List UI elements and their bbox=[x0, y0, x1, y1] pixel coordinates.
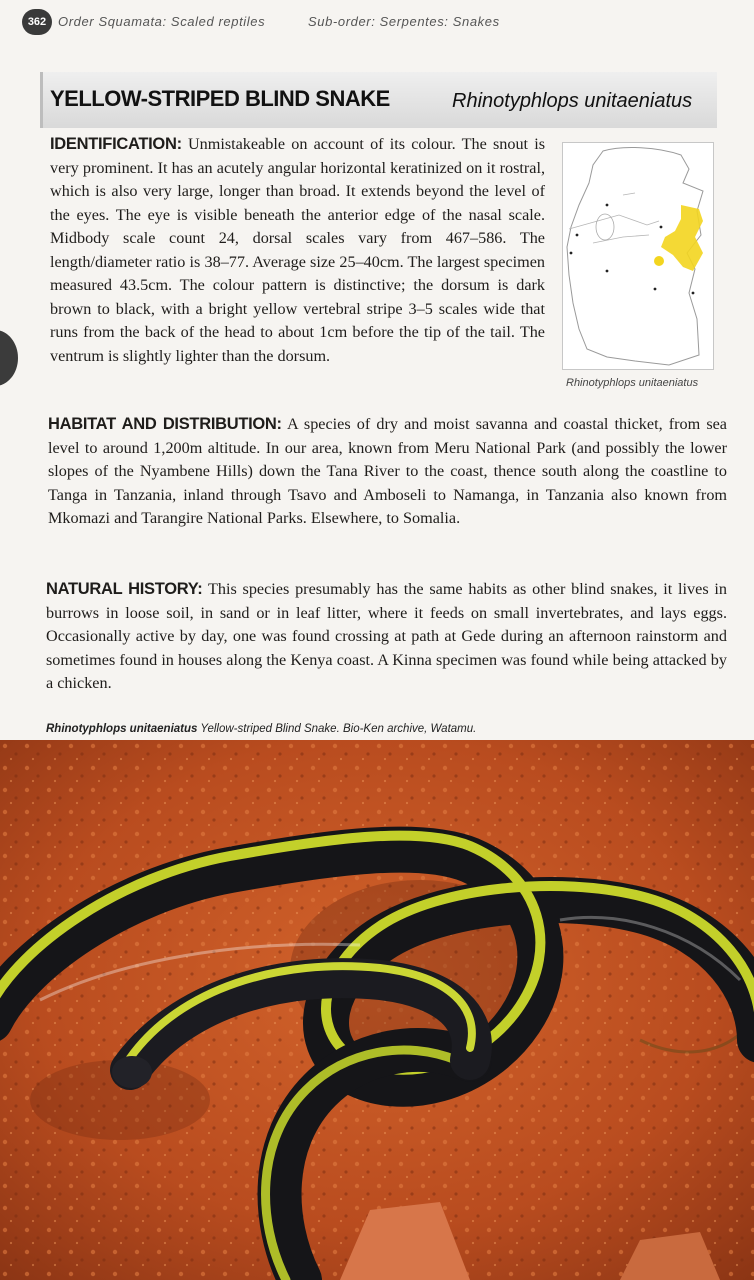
order-label: Order Squamata: Scaled reptiles bbox=[58, 14, 266, 29]
photo-caption-text: Yellow-striped Blind Snake. Bio-Ken archive, Watamu. bbox=[200, 723, 477, 735]
map-caption: Rhinotyphlops unitaeniatus bbox=[566, 377, 699, 389]
habitat-heading: HABITAT AND DISTRIBUTION: bbox=[48, 415, 282, 433]
page-thumb-tab bbox=[0, 330, 18, 386]
scientific-name-title: Rhinotyphlops unitaeniatus bbox=[452, 90, 693, 112]
common-name-title: YELLOW-STRIPED BLIND SNAKE bbox=[50, 86, 390, 111]
photo-caption bbox=[46, 723, 476, 735]
suborder-label: Sub-order: Serpentes: Snakes bbox=[308, 14, 500, 29]
natural-history-heading: NATURAL HISTORY: bbox=[46, 580, 203, 598]
identification-heading: IDENTIFICATION: bbox=[50, 135, 182, 153]
natural-history-section bbox=[46, 578, 727, 696]
natural-history-text: This species presumably has the same habits as other blind snakes, it lives in burrows in loose soil, in sand or in leaf litter, where it feeds on small invertebrates, and lays eggs. Occasionally active by day, one was found crossing at path at Gede during an afternoon rainstorm and sometimes found in houses along the Kenya coast. A Kinna specimen was found while being attacked by a chicken. bbox=[46, 580, 727, 692]
photo-caption-species: Rhinotyphlops unitaeniatus bbox=[46, 723, 198, 735]
snake-photo bbox=[0, 740, 754, 1280]
identification-section bbox=[50, 133, 545, 368]
distribution-map bbox=[562, 142, 714, 370]
identification-text: Unmistakeable on account of its colour. The snout is very prominent. It has an acutely angular horizontal keratinized on it rostral, which is also very large, longer than broad. It extends beyond the level of the eyes. The eye is visible beneath the anterior edge of the nasal scale. Midbody scale count 24, dorsal scales vary from 467–586. The length/diameter ratio is 38–77. Average size 25–40cm. The largest specimen measured 43.5cm. The colour pattern is distinctive; the dorsum is dark brown to black, with a bright yellow vertebral stripe 3–5 scales wide that runs from the back of the head to about 1cm before the tip of the tail. The ventrum is slightly lighter than the dorsum. bbox=[50, 135, 546, 365]
running-header bbox=[0, 0, 754, 44]
habitat-section bbox=[48, 413, 727, 531]
page-number: 362 bbox=[22, 9, 52, 35]
habitat-text: A species of dry and moist savanna and coastal thicket, from sea level to around 1,200m altitude. In our area, known from Meru National Park (and possibly the lower slopes of the Nyambene Hills) down the Tana River to the coast, thence south along the coastline to Tanga in Tanzania, inland through Tsavo and Amboseli to Namanga, in Tanzania also known from Mkomazi and Tarangire National Parks. Elsewhere, to Somalia. bbox=[48, 415, 727, 527]
